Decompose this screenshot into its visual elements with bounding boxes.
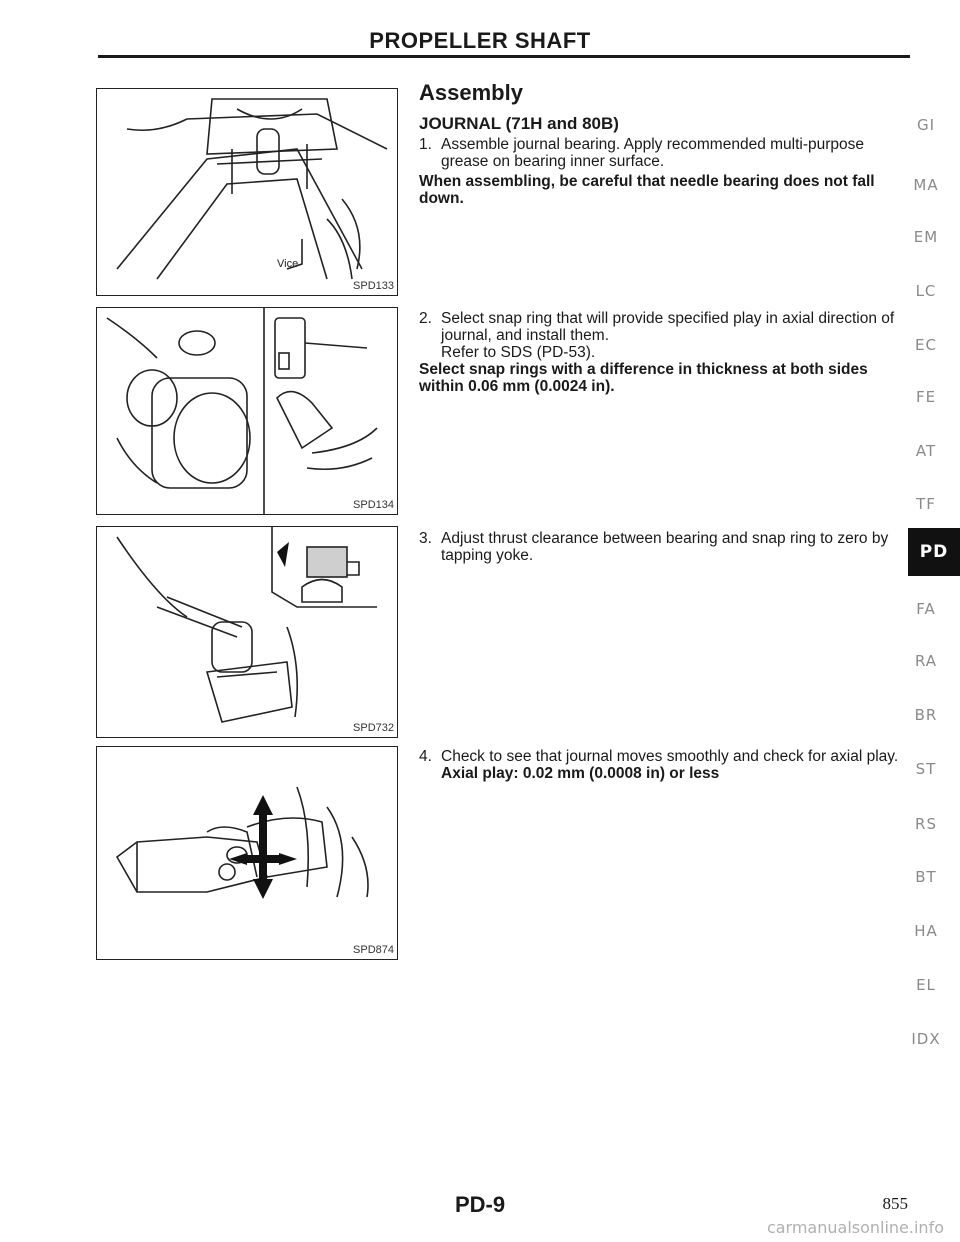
page-title: PROPELLER SHAFT (369, 28, 591, 53)
figure-code: SPD874 (353, 944, 394, 956)
step-1-caution: When assembling, be careful that needle bearing does not fall down. (419, 173, 875, 207)
side-tab-em[interactable]: EM (913, 228, 939, 246)
side-tab-ra[interactable]: RA (914, 652, 938, 670)
side-tab-rs[interactable]: RS (915, 815, 937, 833)
side-tab-el[interactable]: EL (916, 976, 936, 994)
step-2-block (398, 310, 910, 395)
step-number: 1. (419, 136, 432, 153)
sub-title: JOURNAL (71H and 80B) (419, 114, 619, 133)
step-2-note: Select snap rings with a difference in thickness at both sides within 0.06 mm (0.0024 in). (419, 361, 868, 395)
step-number: 4. (419, 748, 432, 765)
side-tab-fe[interactable]: FE (915, 388, 937, 406)
step-text: Check to see that journal moves smoothly and check for axial play. (441, 748, 899, 765)
figure-snap-ring-install (96, 307, 398, 515)
step-3 (419, 530, 910, 564)
step-text: Assemble journal bearing. Apply recommended multi-purpose grease on bearing inner surface. (441, 136, 865, 170)
side-tab-pd[interactable]: PD (908, 528, 960, 576)
axial-play-illustration (97, 747, 397, 959)
journal-vice-illustration (97, 89, 397, 295)
side-tab-gi[interactable]: GI (916, 116, 936, 134)
side-tab-at[interactable]: AT (915, 442, 937, 460)
side-tab-br[interactable]: BR (914, 706, 938, 724)
watermark: carmanualsonline.info (766, 1218, 944, 1237)
figure-code: SPD732 (353, 722, 394, 734)
assembly-block (398, 80, 910, 207)
figure-axial-play-check (96, 746, 398, 960)
side-tab-idx[interactable]: IDX (911, 1030, 941, 1048)
step-2 (419, 310, 910, 344)
figure-tapping-yoke (96, 526, 398, 738)
step-4 (419, 748, 910, 765)
step-text: Select snap ring that will provide specified play in axial direction of journal, and install them. (441, 310, 895, 344)
figure-code: SPD134 (353, 499, 394, 511)
side-tab-bt[interactable]: BT (915, 868, 937, 886)
step-2-reference: Refer to SDS (PD-53). (441, 344, 596, 361)
step-number: 2. (419, 310, 432, 327)
step-4-block (398, 748, 910, 782)
step-text: Adjust thrust clearance between bearing and snap ring to zero by tapping yoke. (441, 530, 889, 564)
page-number: PD-9 (454, 1192, 506, 1217)
print-page-number: 855 (882, 1194, 908, 1213)
axial-play-spec: Axial play: 0.02 mm (0.0008 in) or less (441, 765, 720, 782)
side-tab-lc[interactable]: LC (915, 282, 937, 300)
step-number: 3. (419, 530, 432, 547)
figure-journal-in-vice (96, 88, 398, 296)
vice-label: Vice (277, 258, 299, 270)
snap-ring-illustration (97, 308, 397, 514)
section-title: Assembly (419, 80, 523, 105)
side-tab-ma[interactable]: MA (913, 176, 939, 194)
step-3-block (398, 530, 910, 564)
side-tab-st[interactable]: ST (915, 760, 937, 778)
tapping-yoke-illustration (97, 527, 397, 737)
side-tab-fa[interactable]: FA (916, 600, 936, 618)
side-tab-ha[interactable]: HA (914, 922, 938, 940)
side-tab-ec[interactable]: EC (915, 336, 937, 354)
header-rule (98, 55, 910, 58)
figure-code: SPD133 (353, 280, 394, 292)
step-1 (419, 136, 910, 170)
side-tab-tf[interactable]: TF (916, 495, 936, 513)
